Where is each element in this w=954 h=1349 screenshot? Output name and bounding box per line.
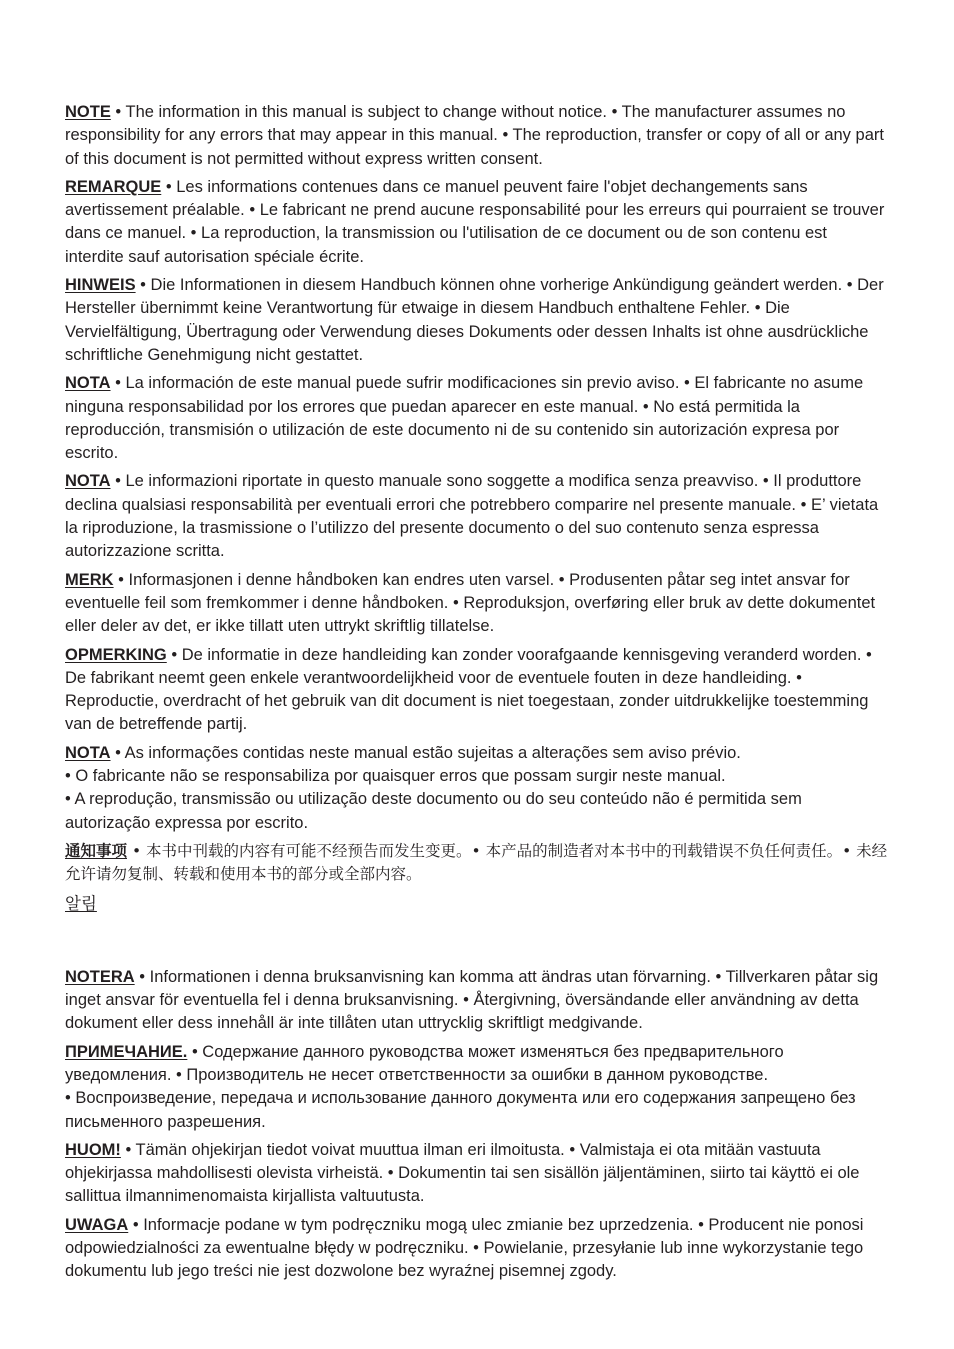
notice-label-it: NOTA	[65, 472, 111, 491]
notice-text-nl: • De informatie in deze handleiding kan zonder voorafgaande kennisgeving veranderd worden. • De fabrikant neemt geen enkele verantwoordelijkheid voor de eventuele fouten in deze handleiding. • Reproductie, overdracht of het gebruik van dit document is niet toegestaan, zonder uitdrukkelijke toestemming van de betreffende partij.	[65, 645, 872, 734]
notice-label-fr: REMARQUE	[65, 177, 162, 196]
notice-it	[65, 470, 890, 563]
notice-text-pl: • Informacje podane w tym podręczniku mogą ulec zmianie bez uprzedzenia. • Producent nie ponosi odpowiedzialności za ewentualne błędy w podręczniku. • Powielanie, przesyłanie lub inne wykorzystanie tego dokumentu lub jego treści nie jest dozwolone bez wyraźnej pisemnej zgody.	[65, 1215, 864, 1281]
notice-fr	[65, 176, 890, 269]
notice-text-ru: • Содержание данного руководства может изменяться без предварительного уведомления. • Производитель не несет ответственности за ошибки в данном руководстве. • Воспроизведение, передача и использование данного документа или его содержания запрещено без письменного разрешения.	[65, 1042, 856, 1131]
notice-fi	[65, 1139, 890, 1209]
notice-ru	[65, 1041, 890, 1134]
notice-label-es: NOTA	[65, 374, 111, 393]
notice-label-nl: OPMERKING	[65, 645, 167, 664]
notice-label-zh: 通知事项	[65, 841, 128, 860]
notice-text-fi: • Tämän ohjekirjan tiedot voivat muuttua ilman eri ilmoitusta. • Valmistaja ei ota mitään vastuuta ohjekirjassa mahdollisesti olevista virheistä. • Dokumentin tai sen sisällön jäljentäminen, siirto tai käyttö ei ole sallittua ilmannimenomaista kirjallista valtuutusta.	[65, 1140, 860, 1206]
notice-text-de: • Die Informationen in diesem Handbuch können ohne vorherige Ankündigung geändert werden. • Der Hersteller übernimmt keine Verantwortung für etwaige in diesem Handbuch enthaltene Fehler. • Die Vervielfältigung, Übertragung oder Verwendung dieses Dokuments oder dessen Inhalts ist ohne ausdrückliche schriftliche Genehmigung nicht gestattet.	[65, 276, 884, 364]
notice-label-sv: NOTERA	[65, 967, 135, 986]
section-gap	[65, 920, 890, 966]
notice-ko	[65, 892, 890, 915]
notice-label-pl: UWAGA	[65, 1215, 129, 1234]
notice-label-ru: ПРИМЕЧАНИЕ.	[65, 1042, 188, 1061]
notice-text-it: • Le informazioni riportate in questo manuale sono soggette a modifica senza preavviso. • Il produttore declina qualsiasi responsabilità per eventuali errori che potrebbero comparire nel presente manuale. • E’ vietata la riproduzione, la trasmissione o l’utilizzo del presente documento o del suo contenuto senza espressa autorizzazione scritta.	[65, 472, 879, 561]
notice-text-zh: • 本书中刊载的内容有可能不经预告而发生变更。• 本产品的制造者对本书中的刊载错误不负任何责任。• 未经允许请勿复制、转载和使用本书的部分或全部内容。	[65, 841, 888, 884]
notice-label-en: NOTE	[65, 103, 111, 121]
notice-es	[65, 372, 890, 465]
notice-label-fi: HUOM!	[65, 1140, 121, 1159]
notice-label-no: MERK	[65, 570, 114, 589]
notice-text-fr: • Les informations contenues dans ce manuel peuvent faire l'objet dechangements sans avertissement préalable. • Le fabricant ne prend aucune responsabilité pour les erreurs qui pourraient se trouver dans ce manuel. • La reproduction, la transmission ou l'utilisation de ce document ou de son contenu est interdite sauf autorisation spéciale écrite.	[65, 177, 885, 266]
notice-sv	[65, 966, 890, 1036]
notice-pt	[65, 742, 890, 835]
notice-no	[65, 569, 890, 639]
notice-text-en: • The information in this manual is subject to change without notice. • The manufacturer assumes no responsibility for any errors that may appear in this manual. • The reproduction, transfer or copy of all or any part of this document is not permitted without express written consent.	[65, 103, 884, 168]
notice-text-sv: • Informationen i denna bruksanvisning kan komma att ändras utan förvarning. • Tillverkaren påtar sig inget ansvar för eventuella fel i denna bruksanvisning. • Återgivning, översändande eller användning av detta dokument eller dess innehåll är inte tillåten utan uttrycklig skriftligt medgivande.	[65, 967, 879, 1033]
document-page	[65, 101, 890, 1289]
notice-zh	[65, 840, 890, 887]
notice-de	[65, 274, 890, 367]
notice-label-de: HINWEIS	[65, 276, 136, 295]
notice-nl	[65, 644, 890, 737]
notice-en	[65, 101, 890, 171]
notice-text-es: • La información de este manual puede sufrir modificaciones sin previo aviso. • El fabricante no asume ninguna responsabilidad por los errores que puedan aparecer en este manual. • No está permitida la reproducción, transmisión o utilización de este documento ni de su contenido sin autorización expresa por escrito.	[65, 374, 864, 463]
notice-pl	[65, 1214, 890, 1284]
notice-text-pt: • As informações contidas neste manual estão sujeitas a alterações sem aviso prévio. • O fabricante não se responsabiliza por quaisquer erros que possam surgir neste manual. • A reprodução, transmissão ou utilização deste documento ou do seu conteúdo não é permitida sem autorização expressa por escrito.	[65, 743, 802, 832]
notice-label-pt: NOTA	[65, 743, 111, 762]
notice-label-ko: 알림	[65, 893, 97, 913]
notice-text-no: • Informasjonen i denne håndboken kan endres uten varsel. • Produsenten påtar seg intet ansvar for eventuelle feil som fremkommer i denne håndboken. • Reproduksjon, overføring eller bruk av dette dokumentet eller deler av det, er ikke tillatt uten uttrykt skriftlig tillatelse.	[65, 570, 876, 636]
